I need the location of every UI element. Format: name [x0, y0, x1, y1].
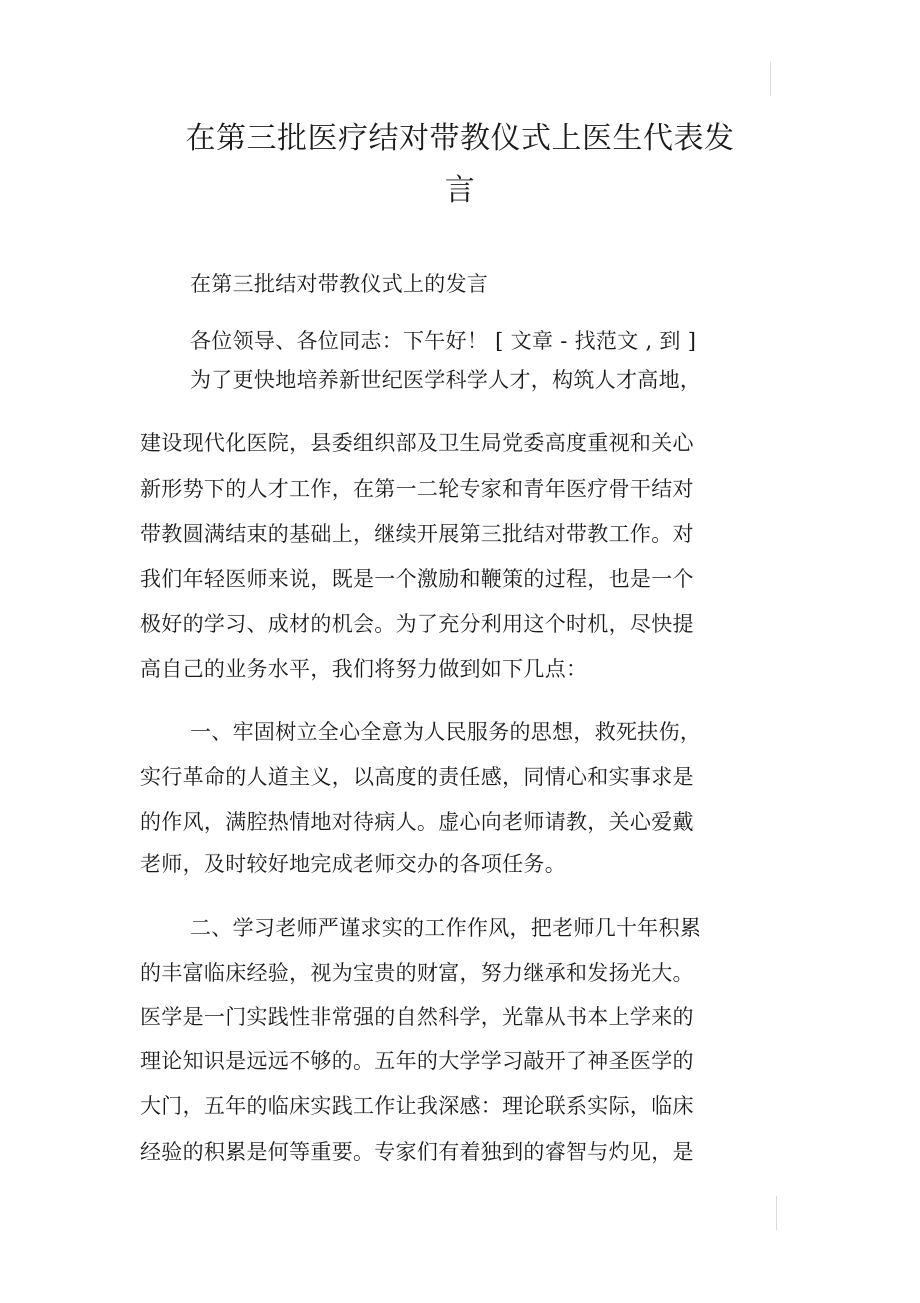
- paragraph-2-line: 的作风，满腔热情地对待病人。虚心向老师请教，关心爱戴: [140, 810, 694, 834]
- greeting: 各位领导、各位同志：下午好！ [ 文章 - 找范文 , 到 ]: [190, 329, 697, 353]
- paragraph-1-line: 我们年轻医师来说，既是一个激励和鞭策的过程，也是一个: [140, 567, 694, 591]
- paragraph-1-line: 高自己的业务水平，我们将努力做到如下几点：: [140, 657, 588, 681]
- paragraph-2-line: 老师，及时较好地完成老师交办的各项任务。: [140, 852, 566, 876]
- paragraph-1-line: 建设现代化医院，县委组织部及卫生局党委高度重视和关心: [140, 431, 694, 455]
- paragraph-1-line: 为了更快地培养新世纪医学科学人才，构筑人才高地，: [190, 368, 702, 392]
- paragraph-1-line: 极好的学习、成材的机会。为了充分利用这个时机，尽快提: [140, 612, 694, 636]
- paragraph-1-line: 新形势下的人才工作，在第一二轮专家和青年医疗骨干结对: [140, 477, 694, 501]
- paragraph-2-line: 实行革命的人道主义，以高度的责任感，同情心和实事求是: [140, 765, 694, 789]
- document-title-line-2: 言: [444, 173, 476, 208]
- paragraph-2-line: 一、牢固树立全心全意为人民服务的思想，救死扶伤，: [190, 720, 702, 744]
- paragraph-3-line: 的丰富临床经验，视为宝贵的财富，努力继承和发扬光大。: [140, 961, 694, 985]
- paragraph-3-line: 大门，五年的临床实践工作让我深感：理论联系实际，临床: [140, 1094, 694, 1118]
- paragraph-1-line: 带教圆满结束的基础上，继续开展第三批结对带教工作。对: [140, 522, 694, 546]
- paragraph-3-line: 二、学习老师严谨求实的工作作风，把老师几十年积累: [190, 916, 702, 940]
- subtitle: 在第三批结对带教仪式上的发言: [190, 272, 489, 296]
- paragraph-3-line: 理论知识是远远不够的。五年的大学学习敲开了神圣医学的: [140, 1049, 694, 1073]
- paragraph-3-line: 经验的积累是何等重要。专家们有着独到的睿智与灼见，是: [140, 1140, 694, 1164]
- document-title-line-1: 在第三批医疗结对带教仪式上医生代表发: [185, 121, 735, 156]
- paragraph-3-line: 医学是一门实践性非常强的自然科学，光靠从书本上学来的: [140, 1005, 694, 1029]
- page-edge-mark-bottom: [776, 1196, 777, 1230]
- page-edge-mark-top: [770, 62, 771, 96]
